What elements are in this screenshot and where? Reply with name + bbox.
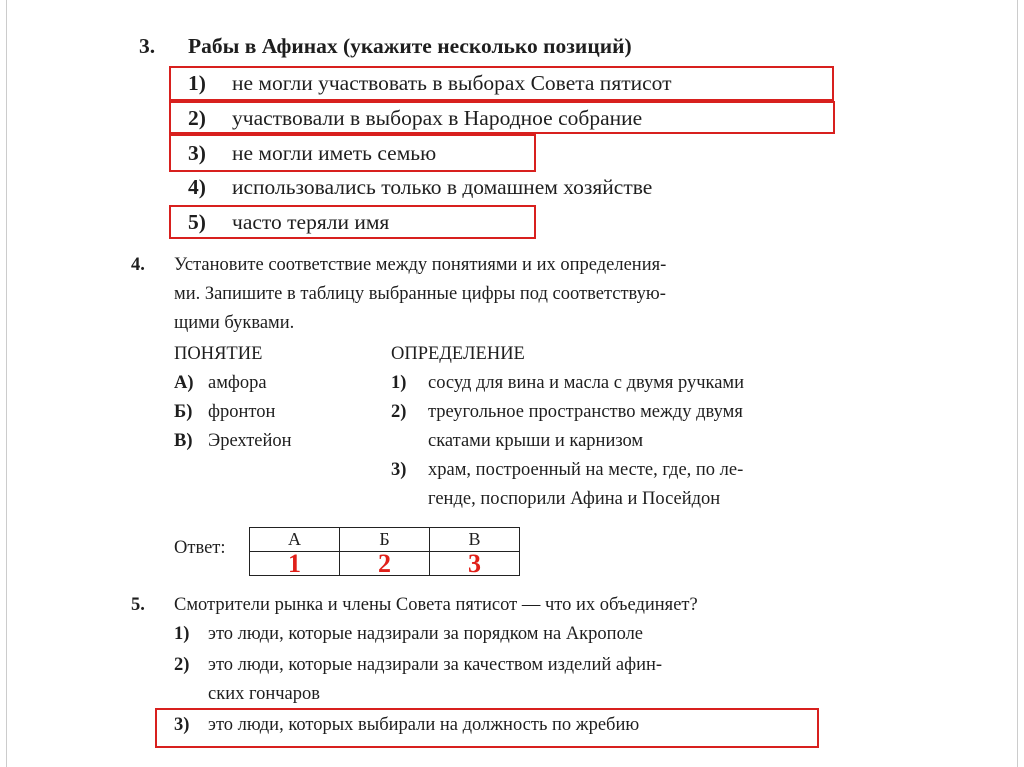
q3-option-1-number: 1) — [188, 71, 206, 95]
q3-option-1-text: не могли участвовать в выборах Совета пятисот — [232, 71, 672, 95]
question-5-number: 5. — [131, 595, 145, 615]
answer-table — [249, 527, 520, 576]
q5-option-1-text: это люди, которые надзирали за порядком на Акрополе — [208, 624, 644, 644]
answer-label: Ответ: — [174, 538, 226, 558]
answer-table-header-row — [250, 528, 520, 552]
answer-table-value-row — [250, 552, 520, 576]
concept-b-text: фронтон — [208, 402, 276, 422]
q3-option-2-text: участвовали в выборах в Народное собрание — [232, 106, 643, 130]
q3-option-4-number: 4) — [188, 175, 206, 199]
q5-option-2-text-line-1: это люди, которые надзирали за качеством изделий афин- — [208, 655, 663, 675]
question-4-text-line-3: щими буквами. — [174, 313, 295, 333]
highlight-box-option-3 — [169, 134, 536, 172]
definition-3-number: 3) — [391, 460, 407, 480]
highlight-box-option-1 — [169, 66, 834, 101]
definition-1-text: сосуд для вина и масла с двумя ручками — [428, 373, 745, 393]
answer-value-b: 2 — [340, 552, 430, 576]
highlight-box-q5-option-3 — [155, 708, 819, 748]
concept-a-letter: А) — [174, 373, 194, 393]
right-border-line — [1017, 0, 1018, 767]
concept-b-letter: Б) — [174, 402, 193, 422]
answer-header-v: В — [430, 528, 520, 552]
concept-v-letter: В) — [174, 431, 193, 451]
answer-value-v: 3 — [430, 552, 520, 576]
definition-column-header: ОПРЕДЕЛЕНИЕ — [391, 344, 525, 364]
highlight-box-option-5 — [169, 205, 536, 239]
question-4-text-line-1: Установите соответствие между понятиями и их определения- — [174, 255, 667, 275]
q3-option-5-text: часто теряли имя — [232, 210, 390, 234]
highlight-box-option-2 — [169, 101, 835, 134]
q5-option-2-number: 2) — [174, 655, 190, 675]
answer-header-a: А — [250, 528, 340, 552]
question-5-text: Смотрители рынка и члены Совета пятисот — что их объединяет? — [174, 595, 698, 615]
q3-option-2-number: 2) — [188, 106, 206, 130]
definition-3-text-line-1: храм, построенный на месте, где, по ле- — [428, 460, 744, 480]
q3-option-4-text: использовались только в домашнем хозяйстве — [232, 175, 653, 199]
concept-column-header: ПОНЯТИЕ — [174, 344, 263, 364]
question-3-text: Рабы в Афинах (укажите несколько позиций) — [188, 34, 632, 58]
question-4-text-line-2: ми. Запишите в таблицу выбранные цифры под соответствую- — [174, 284, 666, 304]
left-border-line — [6, 0, 7, 767]
q3-option-3-text: не могли иметь семью — [232, 141, 437, 165]
question-4-number: 4. — [131, 255, 145, 275]
answer-header-b: Б — [340, 528, 430, 552]
q5-option-1-number: 1) — [174, 624, 190, 644]
q3-option-3-number: 3) — [188, 141, 206, 165]
definition-2-text-line-1: треугольное пространство между двумя — [428, 402, 743, 422]
question-3-number: 3. — [139, 34, 156, 58]
q3-option-5-number: 5) — [188, 210, 206, 234]
concept-v-text: Эрехтейон — [208, 431, 292, 451]
definition-3-text-line-2: генде, поспорили Афина и Посейдон — [428, 489, 721, 509]
q5-option-2-text-line-2: ских гончаров — [208, 684, 321, 704]
definition-1-number: 1) — [391, 373, 407, 393]
q5-option-3-number: 3) — [174, 715, 190, 735]
concept-a-text: амфора — [208, 373, 267, 393]
answer-value-a: 1 — [250, 552, 340, 576]
q5-option-3-text: это люди, которых выбирали на должность по жребию — [208, 715, 640, 735]
definition-2-text-line-2: скатами крыши и карнизом — [428, 431, 644, 451]
definition-2-number: 2) — [391, 402, 407, 422]
